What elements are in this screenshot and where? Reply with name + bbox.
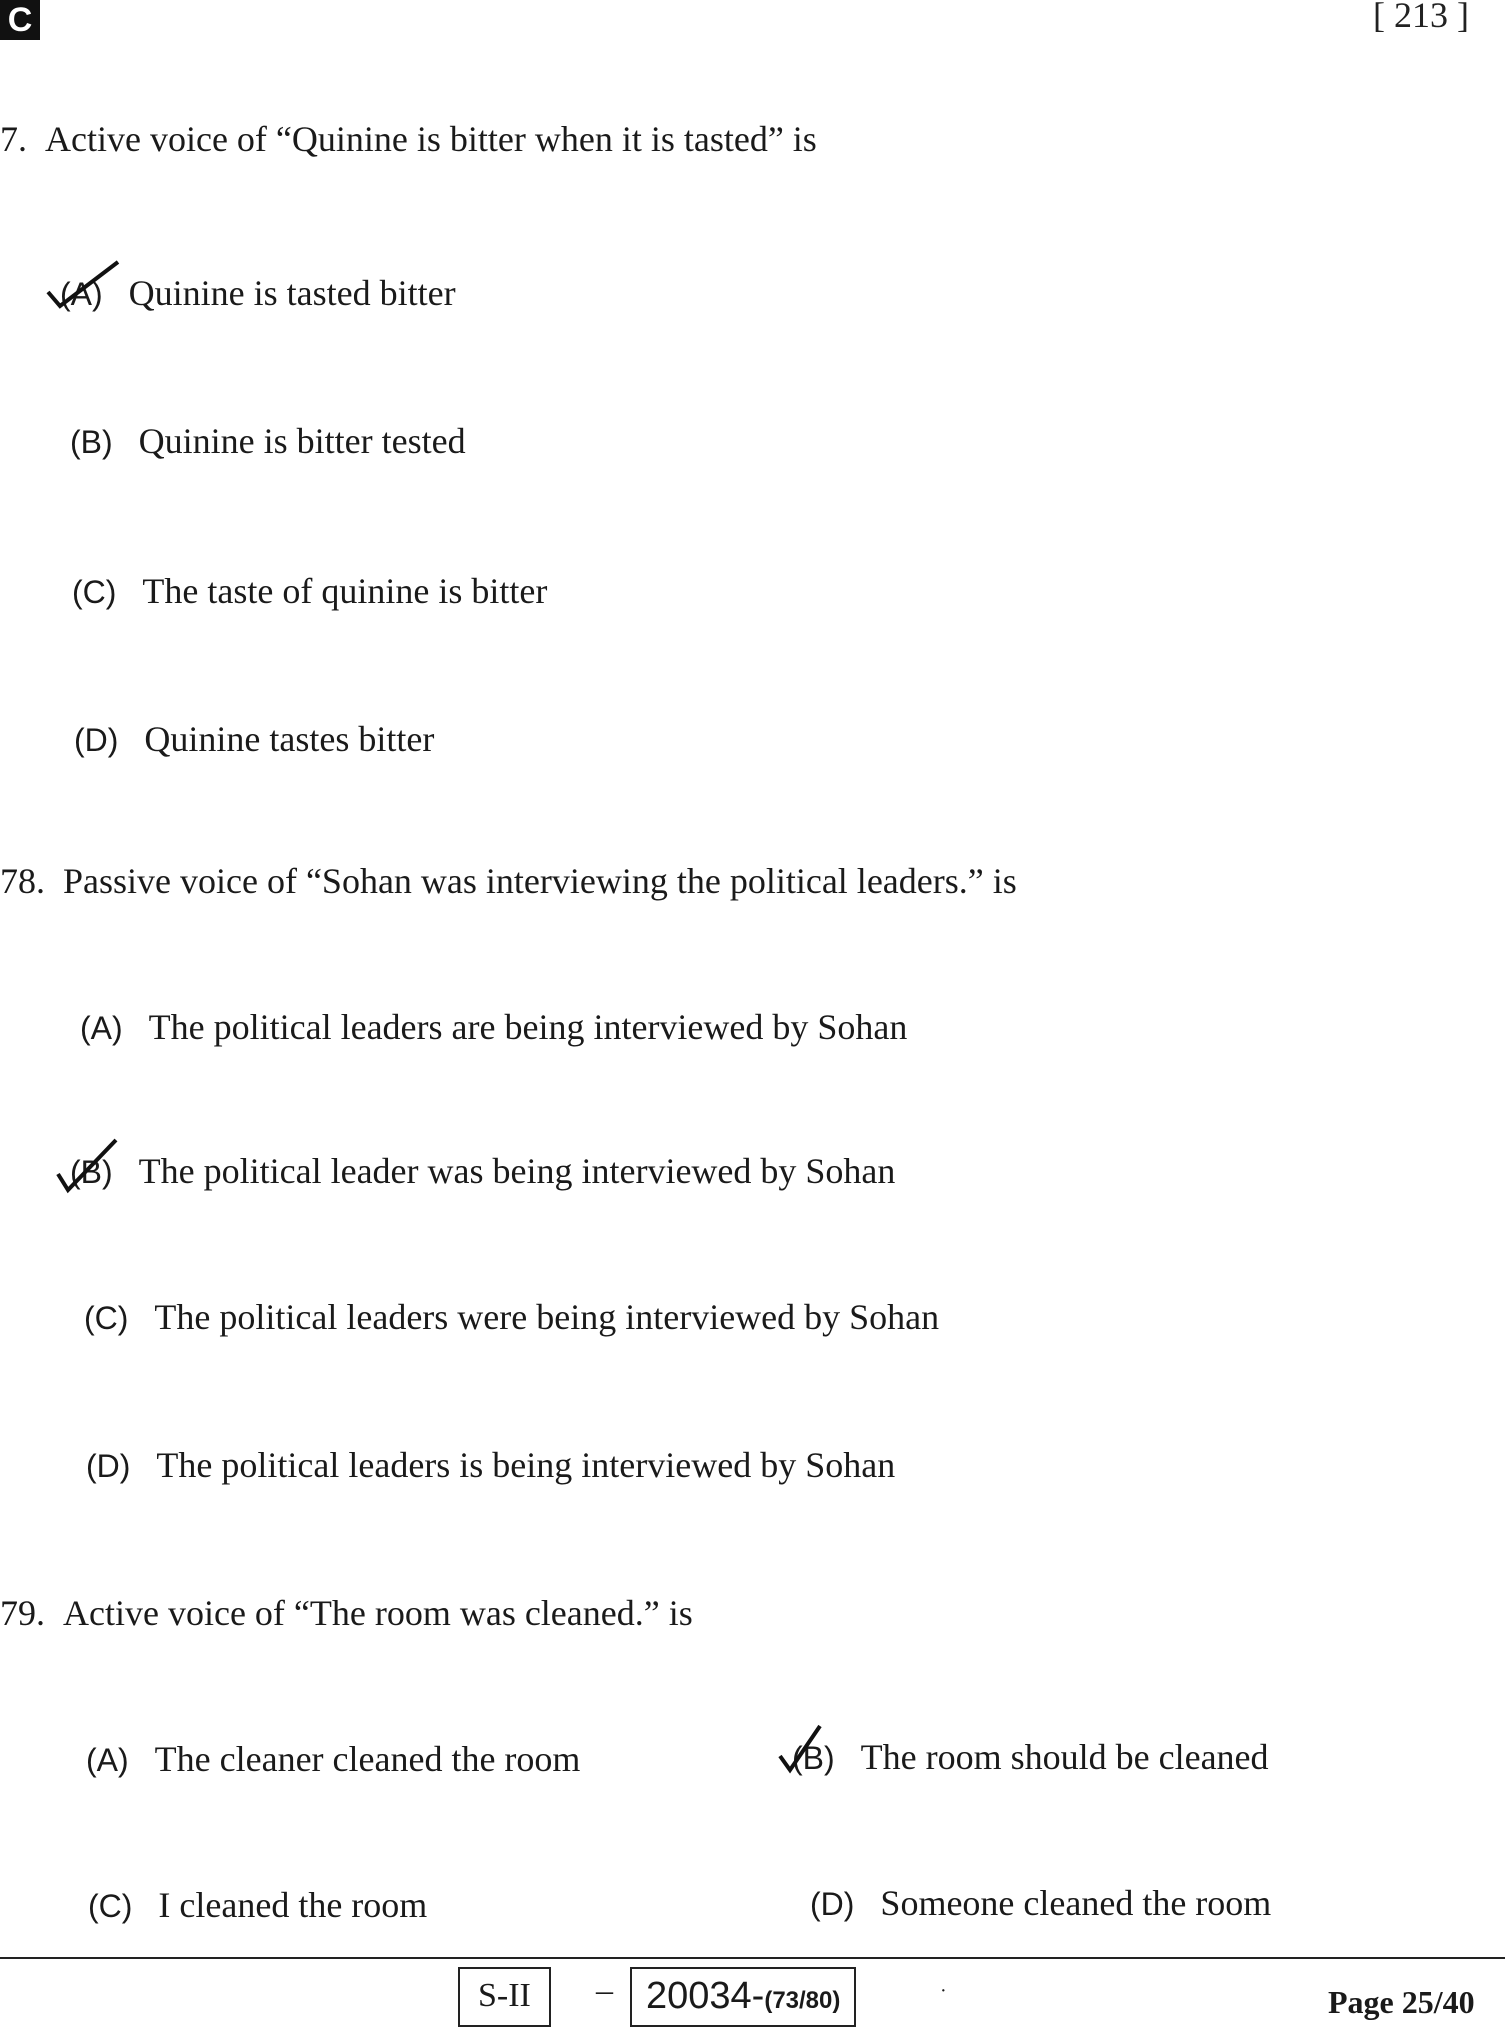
footer-code-box <box>630 1967 856 2027</box>
question-text: Passive voice of “Sohan was interviewing the political leaders.” is <box>63 861 1017 901</box>
option-label: (D) <box>86 1448 131 1484</box>
page-code: [ 213 ] <box>1373 0 1469 35</box>
footer-series-box: S-II <box>458 1967 551 2027</box>
option-text: The political leaders were being interviewed by Sohan <box>154 1297 940 1337</box>
option-text: Someone cleaned the room <box>880 1883 1272 1923</box>
option-label: (C) <box>84 1300 129 1336</box>
footer-dot: · <box>940 1980 947 2002</box>
option-text: I cleaned the room <box>158 1885 428 1925</box>
question-7 <box>0 118 817 160</box>
option-79a <box>86 1738 580 1780</box>
option-label: (B) <box>70 1154 113 1191</box>
option-label: (B) <box>70 424 113 460</box>
option-7c <box>72 570 547 612</box>
option-78b <box>70 1150 895 1192</box>
option-text: The political leaders are being interviewed by Sohan <box>148 1007 908 1047</box>
corner-mark: C <box>0 0 40 40</box>
tick-mark-icon <box>58 1140 138 1200</box>
footer-code-suffix: (73/80) <box>764 1987 841 2014</box>
option-text: Quinine is tasted bitter <box>128 273 456 313</box>
option-label: (A) <box>86 1742 129 1778</box>
question-79 <box>0 1592 693 1634</box>
question-number: 79. <box>0 1593 45 1633</box>
footer-code: 20034- <box>646 1975 765 2017</box>
tick-mark-icon <box>780 1726 860 1786</box>
option-label: (C) <box>72 574 117 610</box>
option-text: Quinine tastes bitter <box>144 719 435 759</box>
option-label: (A) <box>60 276 103 313</box>
option-label: (C) <box>88 1888 133 1924</box>
footer-separator: – <box>596 1972 613 2009</box>
option-79c <box>88 1884 427 1926</box>
option-7d <box>74 718 434 760</box>
option-text: The political leaders is being interviewed by Sohan <box>156 1445 896 1485</box>
option-79d <box>810 1882 1271 1924</box>
page-number: Page 25/40 <box>1328 1984 1475 2020</box>
footer-divider <box>0 1957 1505 1959</box>
option-text: The taste of quinine is bitter <box>142 571 548 611</box>
option-label: (A) <box>80 1010 123 1046</box>
question-78 <box>0 860 1017 902</box>
question-text: Active voice of “The room was cleaned.” is <box>63 1593 693 1633</box>
option-text: The political leader was being interviewed by Sohan <box>138 1151 896 1191</box>
option-label: (D) <box>74 722 119 758</box>
question-number: 78. <box>0 861 45 901</box>
option-78d <box>86 1444 895 1486</box>
option-7a <box>60 272 456 314</box>
option-78a <box>80 1006 907 1048</box>
option-text: Quinine is bitter tested <box>138 421 466 461</box>
tick-mark-icon <box>48 262 128 322</box>
question-text: Active voice of “Quinine is bitter when it is tasted” is <box>45 119 817 159</box>
option-7b <box>70 420 466 462</box>
option-79b <box>792 1736 1269 1778</box>
question-number: 7. <box>0 119 27 159</box>
option-label: (D) <box>810 1886 855 1922</box>
option-label: (B) <box>792 1740 835 1777</box>
option-78c <box>84 1296 939 1338</box>
option-text: The room should be cleaned <box>860 1737 1269 1777</box>
option-text: The cleaner cleaned the room <box>154 1739 581 1779</box>
